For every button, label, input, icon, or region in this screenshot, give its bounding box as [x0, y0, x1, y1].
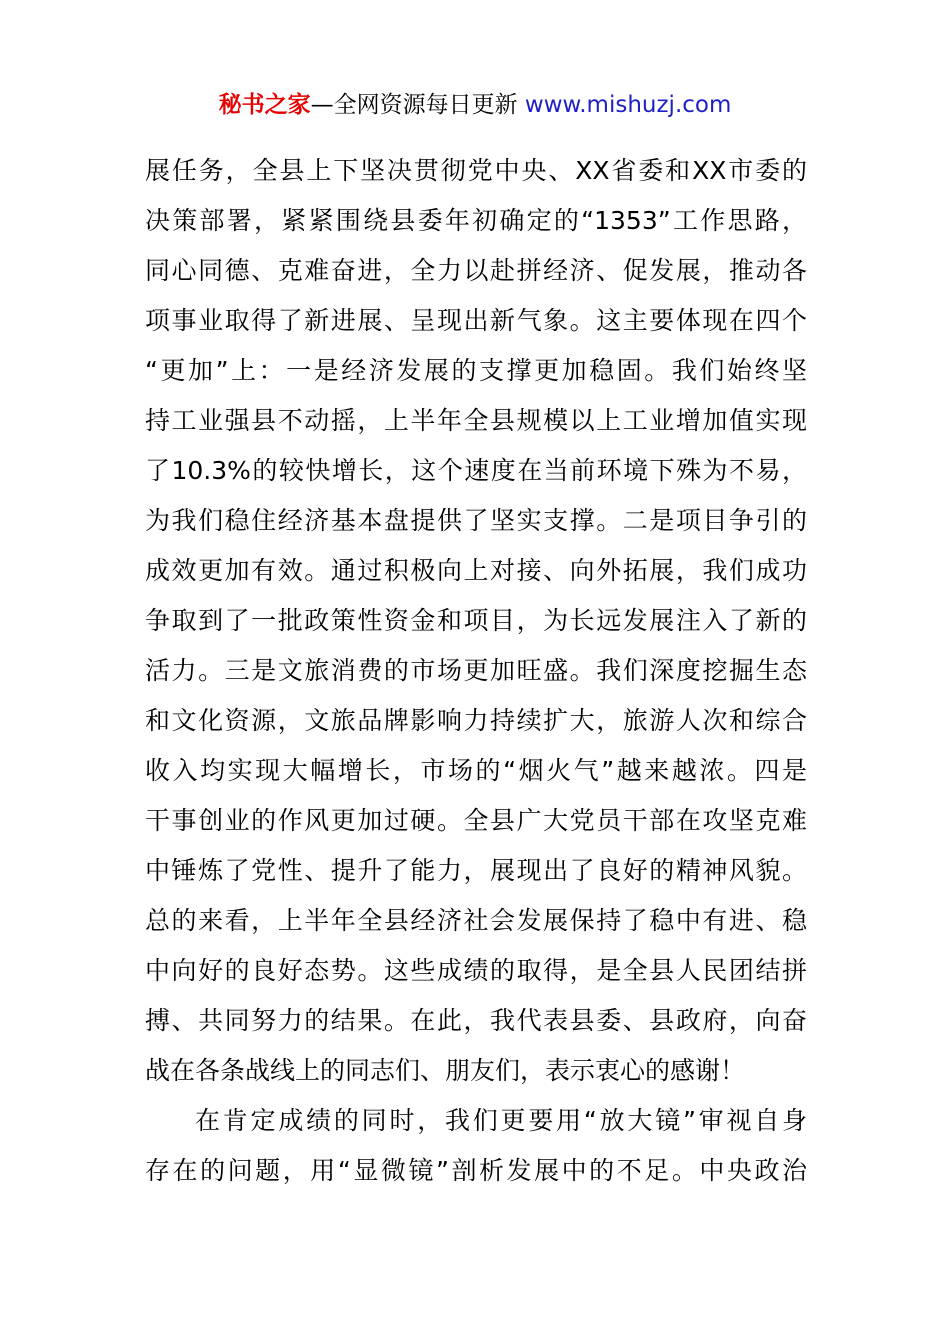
body-line: 持工业强县不动摇，上半年全县规模以上工业增加值实现: [145, 406, 807, 435]
brand-name: 秘书之家: [218, 92, 311, 118]
body-line: 为我们稳住经济基本盘提供了坚实支撑。二是项目争引的: [145, 506, 807, 535]
body-line: 搏、共同努力的结果。在此，我代表县委、县政府，向奋: [145, 1006, 807, 1035]
page-header: [0, 88, 950, 122]
body-line: 成效更加有效。通过积极向上对接、向外拓展，我们成功: [145, 556, 807, 585]
site-url-link[interactable]: www.mishuzj.com: [524, 92, 732, 118]
body-line-paragraph-end: 战在各条战线上的同志们、朋友们，表示衷心的感谢！: [145, 1056, 746, 1085]
body-line: 中向好的良好态势。这些成绩的取得，是全县人民团结拼: [145, 956, 807, 985]
body-line: 了10.3%的较快增长，这个速度在当前环境下殊为不易，: [145, 456, 807, 485]
header-slogan: —全网资源每日更新: [310, 92, 518, 118]
body-line: 收入均实现大幅增长，市场的“烟火气”越来越浓。四是: [145, 756, 807, 785]
body-line: 干事创业的作风更加过硬。全县广大党员干部在攻坚克难: [145, 806, 807, 835]
body-line: 同心同德、克难奋进，全力以赴拼经济、促发展，推动各: [145, 256, 807, 285]
body-line: 总的来看，上半年全县经济社会发展保持了稳中有进、稳: [145, 906, 807, 935]
body-line: 和文化资源，文旅品牌影响力持续扩大，旅游人次和综合: [145, 706, 807, 735]
body-line: 中锤炼了党性、提升了能力，展现出了良好的精神风貌。: [145, 856, 807, 885]
body-line: 项事业取得了新进展、呈现出新气象。这主要体现在四个: [145, 306, 807, 335]
body-line: 存在的问题，用“显微镜”剖析发展中的不足。中央政治: [145, 1156, 807, 1185]
body-line-paragraph-start: 在肯定成绩的同时，我们更要用“放大镜”审视自身: [195, 1106, 807, 1135]
body-line: “更加”上：一是经济发展的支撑更加稳固。我们始终坚: [145, 356, 807, 385]
document-body: [145, 146, 807, 1196]
body-line: 争取到了一批政策性资金和项目，为长远发展注入了新的: [145, 606, 807, 635]
body-line: 展任务，全县上下坚决贯彻党中央、XX省委和XX市委的: [145, 156, 807, 185]
body-line: 活力。三是文旅消费的市场更加旺盛。我们深度挖掘生态: [145, 656, 807, 685]
body-line: 决策部署，紧紧围绕县委年初确定的“1353”工作思路，: [145, 206, 807, 235]
